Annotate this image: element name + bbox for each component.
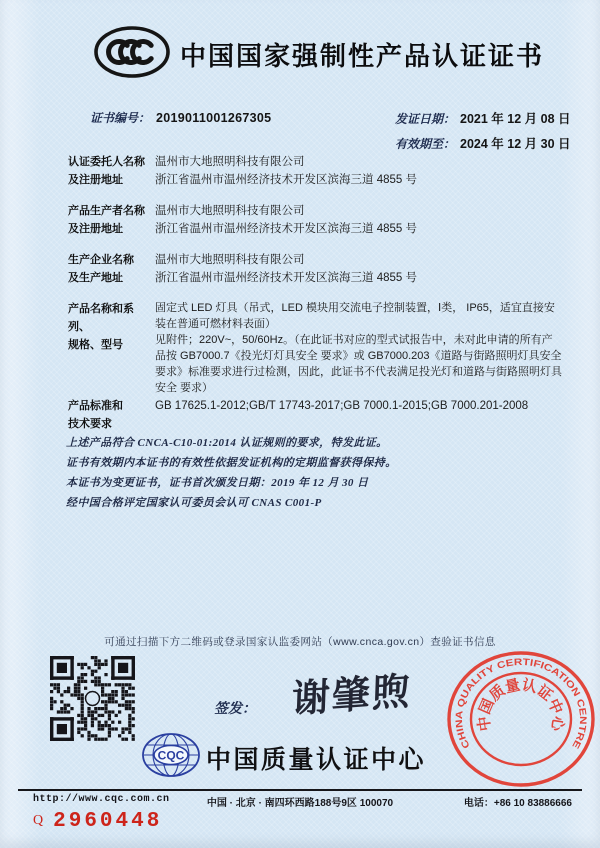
note-line: 经中国合格评定国家认可委员会认可 CNAS C001-P — [66, 497, 322, 509]
certificate-number-value: 2019011001267305 — [156, 111, 272, 125]
field-label-line: 产品生产者名称 — [68, 205, 145, 217]
field-label-line: 生产企业名称 — [68, 254, 134, 266]
field-label-line: 产品名称和系列、 — [68, 303, 134, 333]
field-label-line: 规格、型号 — [68, 339, 123, 351]
footer-website: http://www.cqc.com.cn — [33, 794, 170, 805]
field-list — [68, 153, 562, 446]
signature-handwriting: 谢肇煦 — [291, 670, 413, 722]
note-line: 上述产品符合 CNCA-C10-01:2014 认证规则的要求，特发此证。 — [66, 437, 388, 449]
issue-date-value: 2021 年 12 月 08 日 — [460, 112, 571, 126]
field-label — [68, 300, 155, 396]
field-label — [68, 251, 155, 287]
note-line: 本证书为变更证书，证书首次颁发日期：2019 年 12 月 30 日 — [66, 477, 369, 489]
field-value-line: 见附件；220V~，50/60Hz。（在此证书对应的型式试报告中，未对此申请的所有产品按 GB7000.7《投光灯灯具安全 要求》或 GB7000.203《道路与街路照明灯具安全要求》标准要求进行过检测，因此，此证书不代表满足投光灯和道路与街路照明灯具安全 要求） — [155, 334, 562, 394]
ccc-mark-icon — [92, 24, 172, 80]
field-value-line: 温州市大地照明科技有限公司 — [155, 254, 305, 266]
field-label — [68, 202, 155, 238]
certificate-title: 中国国家强制性产品认证证书 — [180, 41, 545, 71]
field-value — [155, 153, 562, 189]
serial-prefix: Q — [33, 813, 44, 828]
field-value-line: GB 17625.1-2012;GB/T 17743-2017;GB 7000.1-2015;GB 7000.201-2008 — [155, 400, 529, 412]
note-line: 证书有效期内本证书的有效性依据发证机构的定期监督获得保持。 — [66, 457, 397, 469]
field-label — [68, 397, 155, 433]
certification-seal — [441, 646, 600, 796]
certificate-dates — [395, 109, 571, 159]
expiry-date-value: 2024 年 12 月 30 日 — [460, 137, 571, 151]
field-label-line: 产品标准和 — [68, 400, 123, 412]
field-label-line: 认证委托人名称 — [68, 156, 145, 168]
field-value — [155, 202, 562, 238]
field-value-line: 浙江省温州市温州经济技术开发区滨海三道 4855 号 — [155, 272, 417, 284]
qr-code — [50, 656, 135, 741]
certificate-number-label: 证书编号： — [90, 111, 151, 125]
footer-address: 中国 · 北京 · 南四环西路188号9区 100070 — [206, 798, 394, 809]
field-value-line: 温州市大地照明科技有限公司 — [155, 205, 305, 217]
field-row — [68, 300, 562, 396]
field-value-line: 浙江省温州市温州经济技术开发区滨海三道 4855 号 — [155, 174, 417, 186]
expiry-date-label: 有效期至： — [395, 137, 456, 151]
field-row — [68, 202, 562, 238]
field-value — [155, 397, 562, 433]
footer-divider — [18, 789, 582, 791]
signed-by-label: 签发： — [214, 702, 256, 717]
serial-number — [33, 810, 162, 833]
cqc-logo-text: CQC — [157, 748, 185, 763]
field-value — [155, 251, 562, 287]
field-label-line: 技术要求 — [68, 418, 112, 430]
certificate-number — [90, 109, 271, 126]
field-value — [155, 300, 562, 396]
field-row — [68, 397, 562, 433]
seal-outer-text: CHINA QUALITY CERTIFICATION CENTRE — [453, 656, 589, 751]
field-row — [68, 153, 562, 189]
field-label-line: 及生产地址 — [68, 272, 123, 284]
field-row — [68, 251, 562, 287]
field-value-line: 温州市大地照明科技有限公司 — [155, 156, 305, 168]
field-value-line: 浙江省温州市温州经济技术开发区滨海三道 4855 号 — [155, 223, 417, 235]
seal-inner-text: 中国质量认证中心 — [476, 677, 566, 733]
issue-date-label: 发证日期： — [395, 112, 456, 126]
serial-digits: 2960448 — [53, 810, 163, 833]
notes-block — [66, 433, 546, 513]
field-value-line: 固定式 LED 灯具（吊式，LED 模块用交流电子控制装置，Ⅰ类， IP65，适宜直接安装在普通可燃材料表面） — [155, 302, 555, 330]
footer-phone: 电话：+86 10 83886666 — [463, 798, 572, 809]
issuer-name: 中国质量认证中心 — [206, 746, 427, 774]
cqc-logo-icon — [140, 732, 202, 778]
verify-info-line: 可通过扫描下方二维码或登录国家认监委网站（www.cnca.gov.cn）查验证书信息 — [104, 636, 496, 648]
field-label-line: 及注册地址 — [68, 223, 123, 235]
field-label-line: 及注册地址 — [68, 174, 123, 186]
field-label — [68, 153, 155, 189]
